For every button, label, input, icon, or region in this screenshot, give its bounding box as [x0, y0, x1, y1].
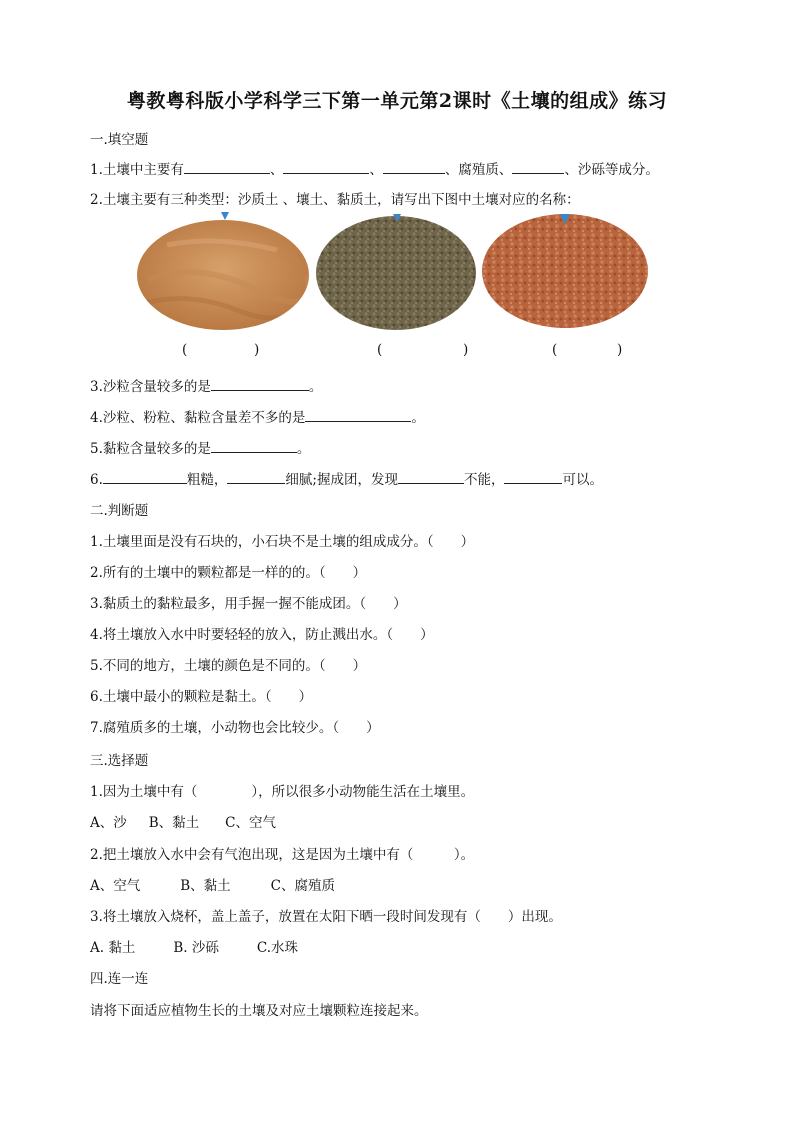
q4-text: 4.沙粒、粉粒、黏粒含量差不多的是: [90, 410, 306, 426]
answer-blank[interactable]: [211, 376, 309, 391]
question-1-3: [90, 375, 322, 395]
q5-end: 。: [296, 441, 311, 457]
judge-item: 6.土壤中最小的颗粒是黏土。（ ）: [90, 689, 313, 705]
soil-image-clay: [482, 214, 648, 328]
q1-text-b: 、腐殖质、: [444, 162, 513, 178]
question-1-2: 2.土壤主要有三种类型：沙质土 、壤土、黏质土，请写出下图中土壤对应的名称：: [90, 192, 580, 208]
choice-options-3: [90, 936, 298, 956]
q1-text-c: 、沙砾等成分。: [564, 162, 659, 178]
section1-heading: 一.填空题: [90, 132, 149, 148]
answer-blank[interactable]: [383, 159, 445, 174]
section4-heading: 四.连一连: [90, 971, 149, 987]
option-a[interactable]: A. 黏土: [90, 940, 136, 956]
q6-text-d: 不能，: [463, 472, 505, 488]
question-1-4: [90, 406, 425, 426]
answer-blank[interactable]: [283, 159, 369, 174]
page-title: 粤教粤科版小学科学三下第一单元第2课时《土壤的组成》练习: [126, 90, 668, 112]
arrow-marker-icon: [560, 214, 570, 224]
choice-question-2: 2.把土壤放入水中会有气泡出现，这是因为土壤中有（ ）。: [90, 847, 475, 863]
judge-item: 7.腐殖质多的土壤，小动物也会比较少。（ ）: [90, 720, 380, 736]
answer-blank[interactable]: [398, 469, 464, 484]
answer-bracket-close: ): [463, 342, 469, 358]
answer-blank[interactable]: [512, 159, 564, 174]
arrow-marker-icon: [393, 214, 401, 222]
option-b[interactable]: B、黏土: [148, 815, 200, 831]
answer-blank[interactable]: [504, 469, 562, 484]
q6-text-e: 可以。: [562, 472, 603, 488]
option-a[interactable]: A、空气: [90, 878, 141, 894]
q5-text: 5.黏粒含量较多的是: [90, 441, 211, 457]
question-1-1: [90, 158, 659, 178]
q6-text-c: 细腻;握成团，发现: [285, 472, 398, 488]
q1-text-a: 1.土壤中主要有: [90, 162, 184, 178]
answer-blank[interactable]: [103, 469, 187, 484]
soil-images-row: [0, 212, 794, 332]
matching-instruction: 请将下面适应植物生长的土壤及对应土壤颗粒连接起来。: [90, 1003, 428, 1019]
judge-item: 4.将土壤放入水中时要轻轻的放入，防止溅出水。（ ）: [90, 627, 434, 643]
q1-sep: 、: [369, 162, 383, 178]
q6-text-b: 粗糙，: [186, 472, 228, 488]
answer-blank[interactable]: [211, 438, 297, 453]
judge-item: 2.所有的土壤中的颗粒都是一样的的。（ ）: [90, 565, 367, 581]
answer-bracket-open: (: [377, 342, 383, 358]
soil-image-sandy: [137, 220, 309, 330]
soil-image-loam: [316, 216, 476, 330]
answer-bracket-close: ): [617, 342, 623, 358]
option-c[interactable]: C.水珠: [256, 940, 298, 956]
answer-blank[interactable]: [227, 469, 285, 484]
section2-heading: 二.判断题: [90, 503, 149, 519]
answer-bracket-open: (: [182, 342, 188, 358]
choice-question-1: 1.因为土壤中有（ ），所以很多小动物能生活在土壤里。: [90, 784, 475, 800]
option-b[interactable]: B. 沙砾: [173, 940, 219, 956]
question-1-5: [90, 437, 310, 457]
q4-end: 。: [411, 410, 425, 426]
q1-sep: 、: [269, 162, 284, 178]
q6-text-a: 6.: [90, 472, 103, 488]
judge-item: 3.黏质土的黏粒最多，用手握一握不能成团。（ ）: [90, 596, 407, 612]
question-1-6: [90, 468, 603, 488]
choice-options-1: [90, 811, 276, 831]
option-c[interactable]: C、腐殖质: [270, 878, 336, 894]
q3-end: 。: [308, 379, 323, 395]
choice-question-3: 3.将土壤放入烧杯，盖上盖子，放置在太阳下晒一段时间发现有（ ）出现。: [90, 909, 562, 925]
option-c[interactable]: C、空气: [225, 815, 277, 831]
answer-bracket-close: ): [254, 342, 260, 358]
arrow-marker-icon: [221, 212, 229, 220]
judge-item: 1.土壤里面是没有石块的，小石块不是土壤的组成成分。（ ）: [90, 534, 475, 550]
answer-blank[interactable]: [184, 159, 270, 174]
option-b[interactable]: B、黏土: [180, 878, 231, 894]
option-a[interactable]: A、沙: [90, 815, 127, 831]
judge-item: 5.不同的地方，土壤的颜色是不同的。（ ）: [90, 658, 367, 674]
q3-text: 3.沙粒含量较多的是: [90, 379, 211, 395]
choice-options-2: [90, 874, 335, 894]
answer-bracket-open: (: [552, 342, 558, 358]
answer-blank[interactable]: [305, 407, 411, 422]
section3-heading: 三.选择题: [90, 753, 149, 769]
